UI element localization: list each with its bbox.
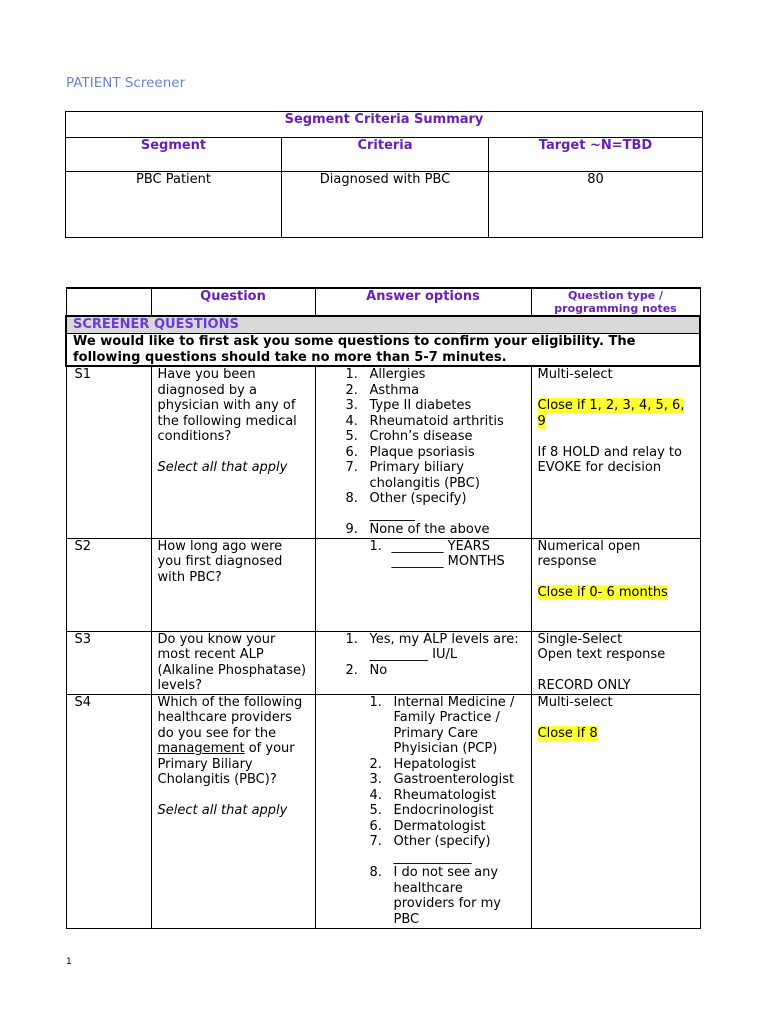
question-type: Multi-select [537,367,613,382]
question-type: Numerical open response [537,538,641,569]
close-condition: Close if 1, 2, 3, 4, 5, 6, 9 [537,398,685,429]
question-row-s2 [66,538,700,631]
answer-option: 9. None of the above [345,522,490,537]
summary-header-target: Target ~N=TBD [489,138,703,172]
programming-notes [531,631,700,694]
answer-option: 4. Rheumatoid arthritis [345,413,504,429]
answer-option: 7. Other (specify) ____________ [369,834,491,865]
screener-questions-table [65,287,701,929]
header-id-cell [66,288,151,316]
close-condition: Close if 0- 6 months [537,585,668,600]
programming-notes [531,538,700,631]
segment-criteria-summary-table [65,111,703,238]
section-label [66,316,700,334]
record-note: RECORD ONLY [537,678,631,693]
answer-option: 3. Type II diabetes [345,398,472,413]
question-instruction: Select all that apply [157,803,288,818]
question-id: S2 [66,538,151,631]
answer-option: 1. Allergies [345,367,426,382]
question-type-2: Open text response [537,647,666,662]
question-stem: Which of the following healthcare providers do you see for the management of your Primary Biliary Cholangitis (PBC)? [157,694,303,787]
question-text: How long ago were you first diagnosed with PBC? [151,538,315,631]
close-condition: Close if 8 [537,725,598,741]
section-label-text: SCREENER QUESTIONS [73,317,239,332]
page-number: 1 [66,957,72,967]
summary-header-criteria: Criteria [282,138,489,172]
answer-option: 4. Rheumatologist [369,787,496,803]
answer-option: 2. Hepatologist [369,756,476,772]
header-answer-options: Answer options [315,288,531,316]
question-id: S4 [66,694,151,928]
question-row-s3 [66,631,700,694]
document-title: PATIENT Screener [66,75,186,91]
summary-cell-criteria: Diagnosed with PBC [282,172,489,238]
answer-option: 6. Dermatologist [369,818,486,834]
hold-note: If 8 HOLD and relay to EVOKE for decision [537,444,682,475]
answer-option: 8. I do not see any healthcare providers for my PBC [369,865,501,927]
answer-option: 2. Asthma [345,382,420,398]
question-instruction: Select all that apply [157,460,288,475]
question-text [151,694,315,928]
question-row-s4 [66,694,700,928]
question-text [151,366,315,538]
header-question-type: Question type / programming notes [531,288,700,316]
programming-notes [531,694,700,928]
header-question: Question [151,288,315,316]
summary-caption: Segment Criteria Summary [66,112,703,138]
intro-text: We would like to first ask you some questions to confirm your eligibility. The following questions should take no more than 5-7 minutes. [66,334,700,367]
answer-option: 6. Plaque psoriasis [345,444,475,460]
summary-cell-segment: PBC Patient [66,172,282,238]
question-text: Do you know your most recent ALP (Alkaline Phosphatase) levels? [151,631,315,694]
programming-notes [531,366,700,538]
question-stem: Have you been diagnosed by a physician with any of the following medical conditions? [157,367,297,444]
answer-option: 1. ________ YEARS ________ MONTHS [369,538,505,569]
question-type: Single-Select [537,631,623,647]
answer-options [315,538,531,631]
answer-option: 8. Other (specify) _______ [345,491,467,522]
answer-option: 5. Endocrinologist [369,803,494,818]
question-row-s1 [66,366,700,538]
answer-options [315,631,531,694]
answer-options [315,366,531,538]
summary-header-segment: Segment [66,138,282,172]
answer-option: 2. No [345,662,388,678]
answer-option: 1. Internal Medicine / Family Practice / Primary Care Phyisician (PCP) [369,694,515,756]
answer-option: 7. Primary biliary cholangitis (PBC) [345,460,480,491]
question-id: S3 [66,631,151,694]
answer-option: 1. Yes, my ALP levels are: _________ IU/L [345,631,519,662]
answer-options [315,694,531,928]
answer-option: 3. Gastroenterologist [369,772,515,787]
summary-cell-target: 80 [489,172,703,238]
answer-option: 5. Crohn’s disease [345,429,473,444]
question-id: S1 [66,366,151,538]
question-type: Multi-select [537,694,613,710]
